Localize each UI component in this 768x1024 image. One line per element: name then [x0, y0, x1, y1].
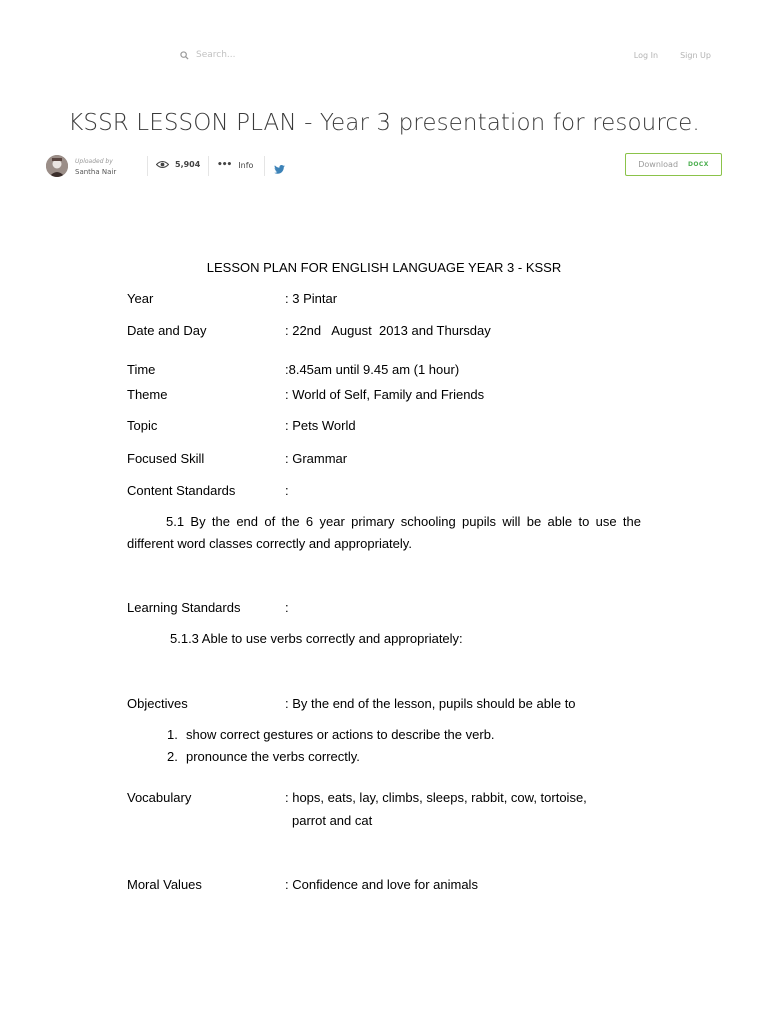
view-count [156, 160, 200, 169]
divider [264, 156, 265, 176]
search-icon [180, 51, 189, 60]
list-number: 1. [167, 727, 178, 742]
field-value: : By the end of the lesson, pupils should be able to [285, 696, 576, 711]
views-value: 5,904 [175, 160, 201, 169]
field-label: Topic [127, 418, 158, 433]
eye-icon [156, 160, 169, 169]
info-label: Info [238, 160, 254, 170]
field-value: :8.45am until 9.45 am (1 hour) [285, 362, 460, 377]
download-button[interactable] [625, 153, 722, 176]
field-label: Time [127, 362, 156, 377]
field-value: : Grammar [285, 451, 348, 466]
field-label: Year [127, 291, 154, 306]
info-button[interactable] [217, 160, 253, 170]
learning-standard-text: 5.1.3 Able to use verbs correctly and appropriately: [170, 631, 463, 646]
uploaded-by-label: Uploaded by [75, 158, 113, 165]
field-value: : World of Self, Family and Friends [285, 387, 485, 402]
document-title: KSSR LESSON PLAN - Year 3 presentation for resource. [68, 110, 700, 136]
list-text: show correct gestures or actions to describe the verb. [186, 727, 495, 742]
field-theme [127, 387, 484, 402]
field-label: Learning Standards [127, 600, 241, 615]
uploader-info [75, 157, 116, 177]
login-link[interactable]: Log In [633, 51, 659, 60]
auth-links [634, 51, 711, 60]
field-label: Moral Values [127, 877, 202, 892]
download-label: Download [638, 160, 679, 169]
list-item [167, 724, 495, 746]
field-date [127, 323, 491, 338]
document-meta [46, 152, 722, 180]
uploader-avatar[interactable] [46, 155, 68, 177]
list-text: pronounce the verbs correctly. [186, 749, 360, 764]
field-label: Content Standards [127, 483, 236, 498]
field-value: : [285, 483, 289, 498]
vocabulary-continued: parrot and cat [292, 813, 373, 828]
twitter-icon[interactable] [274, 161, 285, 179]
field-value: : Confidence and love for animals [285, 877, 478, 892]
field-label: Focused Skill [127, 451, 205, 466]
field-value: : [285, 600, 289, 615]
field-focused-skill [127, 451, 347, 466]
list-number: 2. [167, 749, 178, 764]
field-value: : hops, eats, lay, climbs, sleeps, rabbit, cow, tortoise, [285, 790, 587, 805]
field-label: Theme [127, 387, 168, 402]
field-value: : Pets World [285, 418, 356, 433]
signup-link[interactable]: Sign Up [680, 51, 711, 60]
field-label: Date and Day [127, 323, 207, 338]
field-vocabulary [127, 790, 587, 805]
list-item [167, 746, 495, 768]
search-input[interactable] [196, 50, 356, 60]
field-time [127, 362, 459, 377]
objectives-list [167, 724, 495, 768]
field-topic [127, 418, 356, 433]
divider [208, 156, 209, 176]
file-format-badge: DOCX [688, 161, 709, 168]
field-label: Vocabulary [127, 790, 192, 805]
field-value: : 3 Pintar [285, 291, 338, 306]
divider [147, 156, 148, 176]
more-dots-icon: ••• [217, 160, 232, 170]
field-learning-standards [127, 600, 289, 615]
uploader-name[interactable]: Santha Nair [75, 168, 117, 176]
field-value: : 22nd August 2013 and Thursday [285, 323, 491, 338]
field-year [127, 291, 337, 306]
field-objectives [127, 696, 576, 711]
lesson-plan-heading: LESSON PLAN FOR ENGLISH LANGUAGE YEAR 3 - KSSR [206, 260, 562, 275]
content-standard-text: 5.1 By the end of the 6 year primary schooling pupils will be able to use the different word classes correctly and appropriately. [127, 514, 641, 551]
field-moral-values [127, 877, 478, 892]
field-content-standards [127, 483, 289, 498]
field-label: Objectives [127, 696, 188, 711]
search-bar[interactable] [180, 50, 356, 60]
